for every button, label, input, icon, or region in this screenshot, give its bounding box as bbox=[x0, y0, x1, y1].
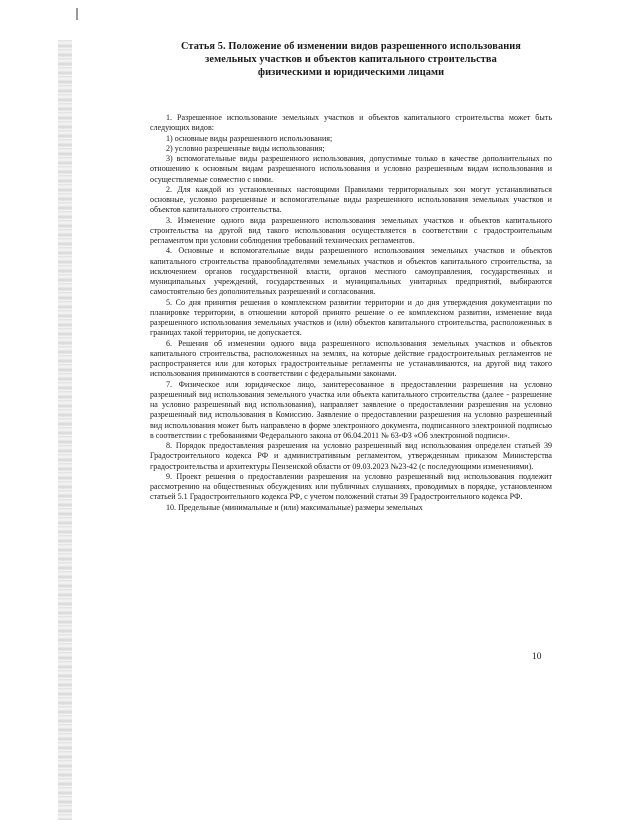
paragraph: 2. Для каждой из установленных настоящими Правилами территориальных зон могут устанавливаться основные, условно разрешенные и вспомогательные виды разрешенного использования земельных участков и объектов капитального строительства. bbox=[150, 184, 552, 215]
paragraph: 1) основные виды разрешенного использования; bbox=[166, 133, 333, 143]
paragraph: 3) вспомогательные виды разрешенного использования, допустимые только в качестве дополнительных по отношению к основным видам разрешенного использования и условно разрешенным видам использования и осуществляемые совместно с ними. bbox=[150, 154, 552, 184]
paragraph: 5. Со дня принятия решения о комплексном развитии территории и до дня утверждения документации по планировке территории, в отношении которой принято решение о ее комплексном развитии, изменение вида разрешенного использования земельных участков и (или) объектов капитального строительства, расположенных в границах такой территории, не допускается. bbox=[150, 297, 552, 338]
scan-mark bbox=[76, 8, 78, 20]
scan-edge-artifact bbox=[58, 40, 72, 820]
paragraph: 1. Разрешенное использование земельных участков и объектов капитального строительства может быть следующих видов: bbox=[150, 113, 552, 133]
page-number: 10 bbox=[532, 652, 542, 662]
paragraph: 6. Решения об изменении одного вида разрешенного использования земельных участков и объектов капитального строительства, расположенных на землях, на которые действие градостроительных регламентов не распространяется или для которых градостроительные регламенты не устанавливаются, на другой вид такого использования принимаются в соответствии с федеральными законами. bbox=[150, 338, 552, 379]
paragraph: 4. Основные и вспомогательные виды разрешенного использования земельных участков и объектов капитального строительства правообладателями земельных участков и объектов капитального строительства, за исключением органов государственной власти, органов местного самоуправления, государственных и муниципальных учреждений, государственных и муниципальных унитарных предприятий, выбираются самостоятельно без дополнительных разрешений и согласования. bbox=[150, 246, 552, 297]
title-line: земельных участков и объектов капитального строительства bbox=[205, 54, 497, 65]
title-line: физическими и юридическими лицами bbox=[257, 67, 445, 78]
paragraph: 3. Изменение одного вида разрешенного использования земельных участков и объектов капитального строительства на другой вид такого использования осуществляется в соответствии с градостроительным регламентом при условии соблюдения требований технических регламентов. bbox=[150, 215, 552, 245]
article-title bbox=[150, 40, 552, 79]
paragraph: 8. Порядок предоставления разрешения на условно разрешенный вид использования определен статьей 39 Градостроительного кодекса РФ и административным регламентом, утвержденным приказом Министерства градостроительства и архитектуры Пензенской области от 09.03.2023 №23-42 (с последующими изменениями). bbox=[150, 441, 552, 471]
paragraph: 2) условно разрешенные виды использования; bbox=[166, 143, 325, 153]
paragraph: 9. Проект решения о предоставлении разрешения на условно разрешенный вид использования подлежит рассмотрению на общественных обсуждениях или публичных слушаниях, проводимых в порядке, установленном статьей 5.1 Градостроительного кодекса РФ, с учетом положений статьи 39 Градостроительного кодекса РФ. bbox=[150, 471, 552, 502]
article-body bbox=[150, 113, 552, 513]
title-line: Статья 5. Положение об изменении видов разрешенного использования bbox=[181, 41, 521, 52]
paragraph: 7. Физическое или юридическое лицо, заинтересованное в предоставлении разрешения на условно разрешенный вид использования земельного участка или объекта капитального строительства (далее - разрешение на условно разрешенный вид использования), направляет заявление о предоставлении разрешения на условно разрешенный вид использования в Комиссию. Заявление о предоставлении разрешения на условно разрешенный вид использования может быть направлено в форме электронного документа, подписанного электронной подписью в соответствии с требованиями Федерального закона от 06.04.2011 № 63-ФЗ «Об электронной подписи». bbox=[150, 379, 552, 440]
paragraph: 10. Предельные (минимальные и (или) максимальные) размеры земельных bbox=[166, 502, 423, 512]
document-page bbox=[150, 40, 552, 513]
